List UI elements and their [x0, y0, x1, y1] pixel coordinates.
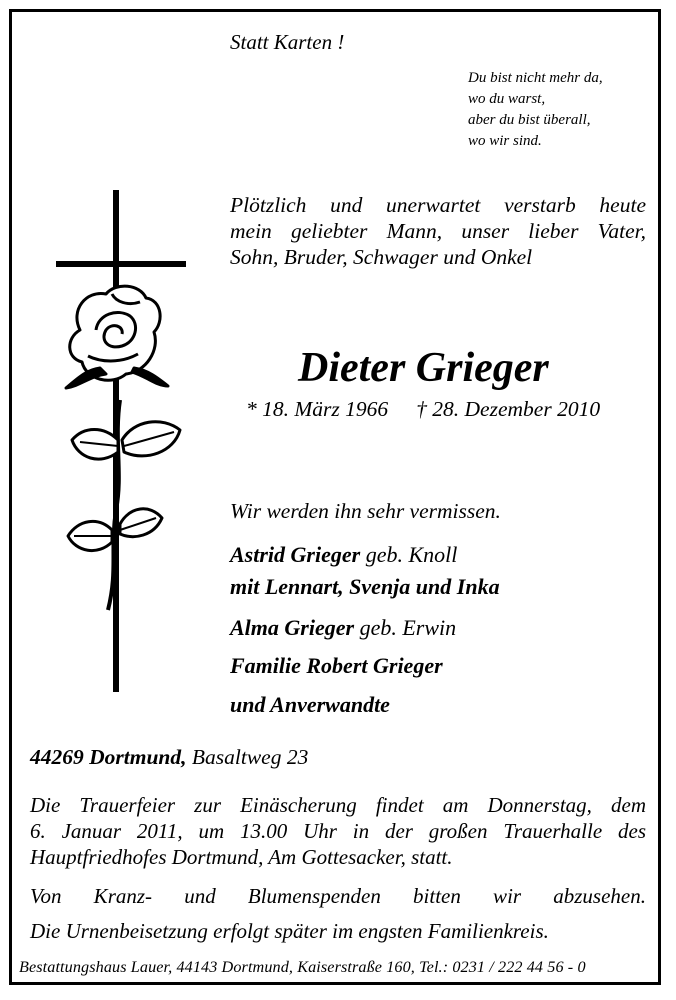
- statt-karten-header: Statt Karten !: [230, 30, 345, 54]
- ceremony-text: [30, 792, 646, 870]
- family-name: Alma Grieger: [230, 615, 355, 640]
- intro-line: Plötzlich und unerwartet verstarb heute: [230, 193, 646, 217]
- flowers-note-line: Von Kranz- und Blumenspenden bitten wir abzusehen.: [30, 884, 646, 908]
- family-member: [230, 653, 443, 679]
- flowers-note: [30, 883, 646, 909]
- maiden-name: geb. Knoll: [360, 542, 458, 567]
- address-city: 44269 Dortmund,: [30, 745, 187, 769]
- poem-line: Du bist nicht mehr da,: [468, 70, 603, 86]
- address-street: Basaltweg 23: [186, 745, 309, 769]
- family-name: und Anverwandte: [230, 692, 390, 717]
- family-member: [230, 574, 500, 600]
- poem-line: wo du warst,: [468, 91, 546, 107]
- urn-note: Die Urnenbeisetzung erfolgt später im engsten Familienkreis.: [30, 919, 549, 943]
- poem-line: aber du bist überall,: [468, 112, 591, 128]
- funeral-home-footer: Bestattungshaus Lauer, 44143 Dortmund, Kaiserstraße 160, Tel.: 0231 / 222 44 56 - 0: [19, 958, 586, 976]
- intro-line: mein geliebter Mann, unser lieber Vater,: [230, 219, 646, 243]
- death-date: † 28. Dezember 2010: [416, 397, 601, 421]
- family-name: Astrid Grieger: [230, 542, 361, 567]
- life-dates: [246, 397, 600, 422]
- family-member: [230, 692, 390, 718]
- birth-date: * 18. März 1966: [246, 397, 389, 421]
- deceased-name: Dieter Grieger: [298, 345, 549, 391]
- address: [30, 745, 308, 770]
- family-member: [230, 615, 456, 641]
- ceremony-line: 6. Januar 2011, um 13.00 Uhr in der großen Trauerhalle des: [30, 819, 646, 843]
- maiden-name: geb. Erwin: [354, 615, 457, 640]
- ceremony-line: Hauptfriedhofes Dortmund, Am Gottesacker, statt.: [30, 845, 453, 869]
- mourning-line: Wir werden ihn sehr vermissen.: [230, 499, 501, 523]
- intro-text: [230, 192, 646, 270]
- poem-verse: [468, 68, 603, 152]
- rose-icon: [66, 286, 180, 610]
- ceremony-line: Die Trauerfeier zur Einäscherung findet am Donnerstag, dem: [30, 793, 646, 817]
- poem-line: wo wir sind.: [468, 133, 542, 149]
- family-name: Familie Robert Grieger: [230, 653, 443, 678]
- cross-with-rose: [28, 190, 198, 695]
- family-name: mit Lennart, Svenja und Inka: [230, 574, 500, 599]
- family-member: [230, 542, 457, 568]
- intro-line: Sohn, Bruder, Schwager und Onkel: [230, 245, 533, 269]
